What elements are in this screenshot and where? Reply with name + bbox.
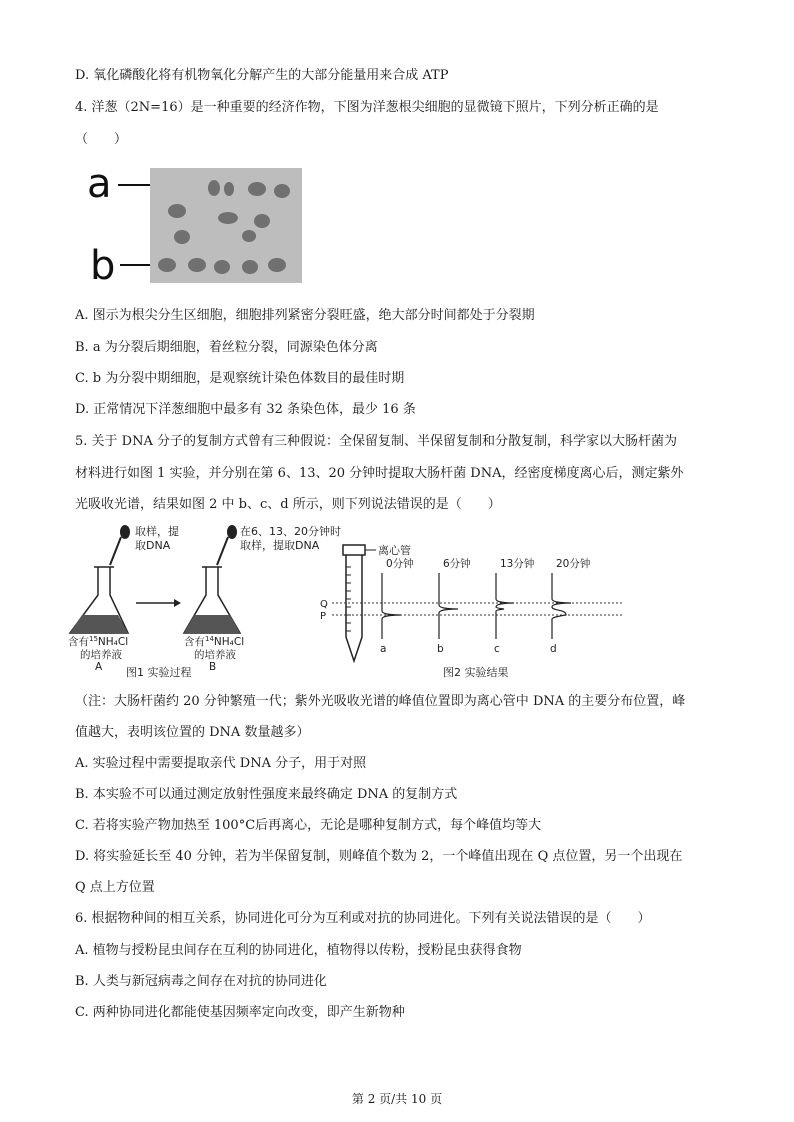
transfer-arrow-icon (136, 599, 181, 607)
absorption-curve-c (496, 573, 514, 639)
q3-option-d: D. 氧化磷酸化将有机物氧化分解产生的大部分能量用来合成 ATP (75, 68, 449, 83)
absorption-curve-d (552, 573, 571, 639)
curve-label-b: b (437, 643, 444, 655)
cell (174, 230, 190, 244)
figure-1-experiment-process (68, 524, 341, 679)
fig1-take-label-2b: 取样，提取DNA (240, 539, 320, 552)
q4-option-c: C. b 为分裂中期细胞，是观察统计染色体数目的最佳时期 (75, 371, 405, 386)
cell (214, 260, 230, 274)
q5-note-line-2: 值越大，表明该位置的 DNA 数量越多） (75, 725, 310, 740)
curve-label-a: a (380, 643, 387, 655)
flask-b-medium-line1: 含有$^{14}$NH₄Cl (184, 635, 245, 648)
dropper-icon (110, 525, 130, 565)
fig1-take-label-2a: 在6、13、20分钟时 (240, 525, 341, 538)
curve-label-d: d (550, 643, 557, 655)
q6-option-a: A. 植物与授粉昆虫间存在互利的协同进化，植物得以传粉，授粉昆虫获得食物 (75, 943, 522, 958)
flask-a-icon (70, 567, 128, 633)
time-label-13: 13分钟 (500, 558, 535, 570)
time-label-20: 20分钟 (556, 558, 591, 570)
cell (188, 258, 206, 272)
label-b: b (90, 243, 116, 289)
flask-b-medium-line2: 的培养液 (194, 649, 236, 661)
time-label-0: 0分钟 (386, 558, 414, 570)
flask-b-icon (184, 567, 240, 633)
figure-2-caption: 图2 实验结果 (443, 666, 509, 679)
q5-option-b: B. 本实验不可以通过测定放射性强度来最终确定 DNA 的复制方式 (75, 787, 458, 802)
level-q-label: Q (320, 599, 328, 610)
q6-option-b: B. 人类与新冠病毒之间存在对抗的协同进化 (75, 974, 327, 989)
cell (242, 230, 256, 242)
flask-b-label: B (209, 661, 217, 673)
q6-stem: 6. 根据物种间的相互关系，协同进化可分为互利或对抗的协同进化。下列有关说法错误的是（ ） (75, 911, 651, 926)
curve-label-c: c (494, 643, 500, 655)
flask-a-label: A (95, 661, 103, 673)
cell-a-dividing (208, 180, 220, 196)
q5-stem-line-3: 光吸收光谱，结果如图 2 中 b、c、d 所示，则下列说法错误的是（ ） (75, 497, 501, 512)
q5-stem-line-1: 5. 关于 DNA 分子的复制方式曾有三种假说：全保留复制、半保留复制和分散复制，科学家以大肠杆菌为 (75, 434, 677, 449)
cell (248, 182, 266, 196)
cell (274, 184, 290, 198)
cell (168, 204, 186, 218)
absorption-curve-a (382, 573, 401, 639)
q4-answer-bracket: （ ） (75, 132, 128, 147)
absorption-curve-b (439, 573, 458, 639)
q6-option-c: C. 两种协同进化都能使基因频率定向改变，即产生新物种 (75, 1005, 405, 1020)
cell (268, 258, 286, 272)
level-p-label: P (320, 611, 327, 622)
tube-label: 离心管 (378, 544, 411, 557)
q4-option-d: D. 正常情况下洋葱细胞中最多有 32 条染色体，最少 16 条 (75, 402, 416, 417)
page-footer: 第 2 页/共 10 页 (351, 1092, 443, 1106)
flask-a-medium-line1: 含有$^{15}$NH₄Cl (68, 635, 129, 648)
figure-2-experiment-results (320, 543, 622, 679)
dna-replication-figures (0, 515, 794, 690)
dropper-icon (217, 525, 237, 565)
q5-note-line-1: （注：大肠杆菌约 20 分钟繁殖一代；紫外光吸收光谱的峰值位置即为离心管中 DNA 的主要分布位置，峰 (75, 694, 686, 709)
fig1-take-label-1a: 取样，提 (135, 525, 179, 538)
time-label-6: 6分钟 (443, 558, 471, 570)
onion-root-tip-micrograph (150, 168, 302, 283)
cell (254, 214, 270, 228)
q5-option-a: A. 实验过程中需要提取亲代 DNA 分子，用于对照 (75, 756, 367, 771)
label-a: a (87, 161, 112, 207)
cell (242, 260, 258, 274)
q4-option-a: A. 图示为根尖分生区细胞，细胞排列紧密分裂旺盛，绝大部分时间都处于分裂期 (75, 308, 535, 323)
cell-b-dividing (158, 258, 176, 272)
figure-1-caption: 图1 实验过程 (126, 666, 192, 679)
flask-a-medium-line2: 的培养液 (80, 649, 122, 661)
q5-option-d-line-2: Q 点上方位置 (75, 880, 155, 895)
q5-option-c: C. 若将实验产物加热至 100°C后再离心，无论是哪种复制方式，每个峰值均等大 (75, 818, 542, 833)
cell (218, 212, 238, 224)
q4-option-b: B. a 为分裂后期细胞，着丝粒分裂，同源染色体分离 (75, 340, 378, 355)
fig1-take-label-1b: 取DNA (135, 539, 171, 552)
q5-option-d-line-1: D. 将实验延长至 40 分钟，若为半保留复制，则峰值个数为 2，一个峰值出现在 Q 点位置，另一个出现在 (75, 849, 683, 864)
q5-stem-line-2: 材料进行如图 1 实验，并分别在第 6、13、20 分钟时提取大肠杆菌 DNA，经密度梯度离心后，测定紫外 (75, 466, 684, 481)
cell (224, 182, 234, 196)
q4-stem: 4. 洋葱（2N=16）是一种重要的经济作物，下图为洋葱根尖细胞的显微镜下照片，下列分析正确的是 (75, 100, 659, 115)
